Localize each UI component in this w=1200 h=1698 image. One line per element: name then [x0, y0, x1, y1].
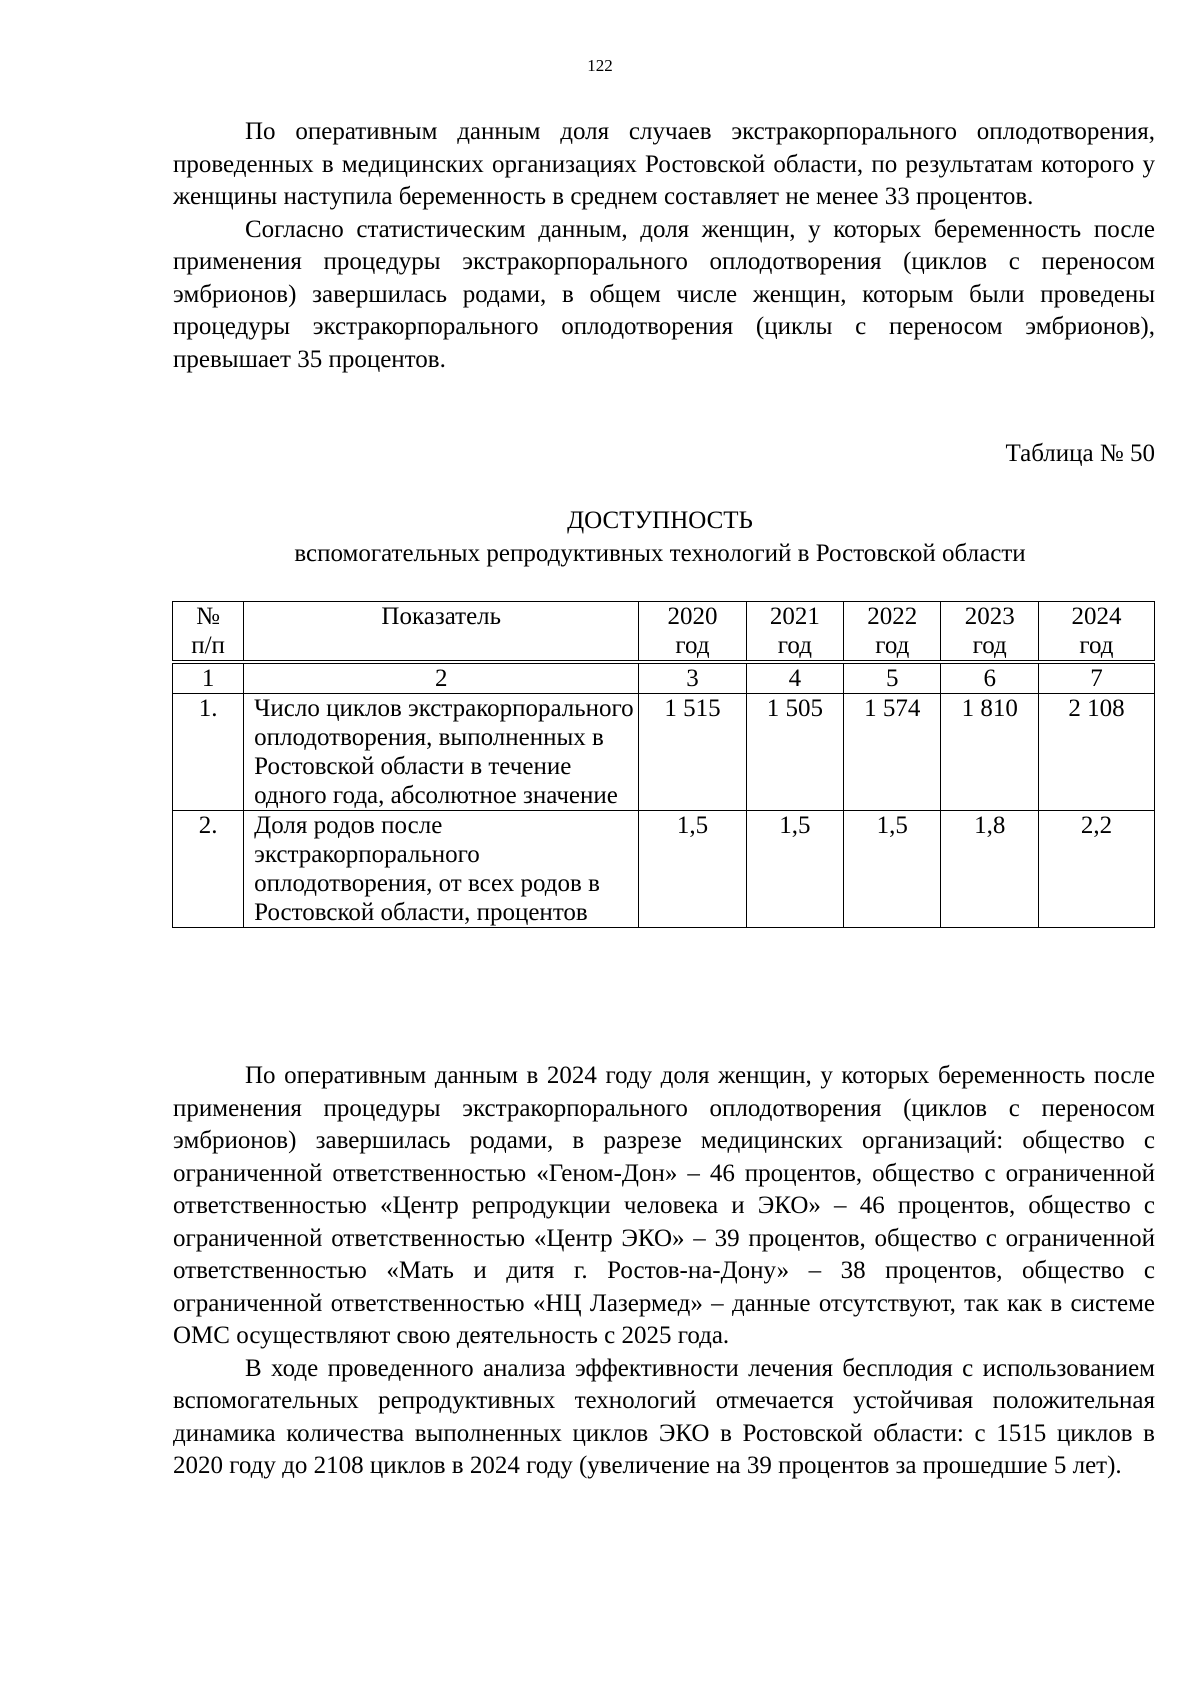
- conclusion-text: [173, 1060, 1155, 1483]
- table-title: ДОСТУПНОСТЬ: [567, 507, 753, 534]
- paragraph: В ходе проведенного анализа эффективности лечения бесплодия с использованием вспомогательных репродуктивных технологий отмечается устойчивая положительная динамика количества выполненных циклов ЭКО в Ростовской области: с 1515 циклов в 2020 году до 2108 циклов в 2024 году (увеличение на 39 процентов за прошедшие 5 лет).: [173, 1354, 1155, 1479]
- paragraph: По оперативным данным в 2024 году доля женщин, у которых беременность после применения процедуры экстракорпорального оплодотворения (циклов с переносом эмбрионов) завершилась родами, в разрезе медицинских организаций: общество с ограниченной ответственностью «Геном-Дон» – 46 процентов, общество с ограниченной ответственностью «Центр репродукции человека и ЭКО» – 46 процентов, общество с ограниченной ответственностью «Центр ЭКО» – 39 процентов, общество с ограниченной ответственностью «Мать и дитя г. Ростов-на-Дону» – 38 процентов, общество с ограниченной ответственностью «НЦ Лазермед» – данные отсутствуют, так как в системе ОМС осуществляют свою деятельность с 2025 года.: [173, 1062, 1155, 1349]
- header-cell-year: 2020 год: [639, 602, 746, 663]
- column-number-row: [173, 662, 1155, 694]
- value-cell: 1 515: [639, 694, 746, 811]
- value-cell: 1,5: [746, 811, 843, 928]
- page-number: 122: [587, 56, 613, 75]
- column-number-cell: 5: [844, 662, 941, 694]
- value-cell: 1,5: [844, 811, 941, 928]
- value-cell: 1 505: [746, 694, 843, 811]
- column-number-cell: 3: [639, 662, 746, 694]
- value-cell: 1,5: [639, 811, 746, 928]
- indicator-cell: Доля родов после экстракорпорального оплодотворения, от всех родов в Ростовской области, процентов: [244, 811, 639, 928]
- availability-table: [172, 601, 1155, 928]
- header-cell-number: № п/п: [173, 602, 244, 663]
- column-number-cell: 7: [1038, 662, 1154, 694]
- value-cell: 2,2: [1038, 811, 1154, 928]
- value-cell: 1 574: [844, 694, 941, 811]
- header-cell-year: 2021 год: [746, 602, 843, 663]
- table-subtitle: вспомогательных репродуктивных технологий в Ростовской области: [294, 540, 1026, 567]
- column-number-cell: 6: [941, 662, 1038, 694]
- header-cell-year: 2024 год: [1038, 602, 1154, 663]
- table-row: [173, 694, 1155, 811]
- indicator-cell: Число циклов экстракорпорального оплодотворения, выполненных в Ростовской области в течение одного года, абсолютное значение: [244, 694, 639, 811]
- value-cell: 2 108: [1038, 694, 1154, 811]
- row-number-cell: 1.: [173, 694, 244, 811]
- value-cell: 1,8: [941, 811, 1038, 928]
- paragraph: По оперативным данным доля случаев экстракорпорального оплодотворения, проведенных в медицинских организациях Ростовской области, по результатам которого у женщины наступила беременность в среднем составляет не менее 33 процентов.: [173, 118, 1155, 210]
- row-number-cell: 2.: [173, 811, 244, 928]
- table-number: Таблица № 50: [1005, 440, 1155, 467]
- value-cell: 1 810: [941, 694, 1038, 811]
- intro-text: [173, 116, 1155, 376]
- header-cell-year: 2023 год: [941, 602, 1038, 663]
- column-number-cell: 1: [173, 662, 244, 694]
- paragraph: Согласно статистическим данным, доля женщин, у которых беременность после применения процедуры экстракорпорального оплодотворения (циклов с переносом эмбрионов) завершилась родами, в общем числе женщин, которым были проведены процедуры экстракорпорального оплодотворения (циклы с переносом эмбрионов), превышает 35 процентов.: [173, 215, 1155, 373]
- column-number-cell: 2: [244, 662, 639, 694]
- header-cell-year: 2022 год: [844, 602, 941, 663]
- table-header-row: [173, 602, 1155, 663]
- column-number-cell: 4: [746, 662, 843, 694]
- header-cell-indicator: Показатель: [244, 602, 639, 663]
- table-row: [173, 811, 1155, 928]
